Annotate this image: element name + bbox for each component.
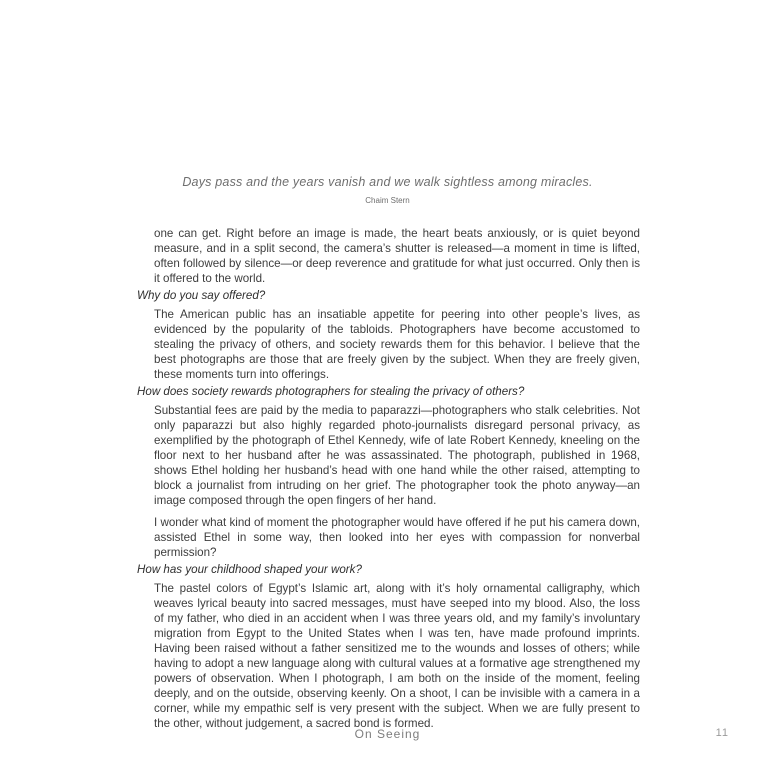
paragraph: one can get. Right before an image is made, the heart beats anxiously, or is quiet beyond measure, and in a split second, the camera’s shutter is released—a moment in time is lifted, often followed by silence—or deep reverence and gratitude for what just occurred. Only then is it offered to the world. <box>154 227 640 285</box>
epigraph-quote: Days pass and the years vanish and we walk sightless among miracles. <box>182 175 593 189</box>
paragraph: Substantial fees are paid by the media to paparazzi—photographers who stalk celebrities. Not only paparazzi but also highly regarded photo-journalists disregard personal privacy, as exemplified by the photograph of Ethel Kennedy, wife of late Robert Kennedy, kneeling on the floor next to her husband after he was assassinated. The photograph, published in 1968, shows Ethel holding her husband’s head with one hand while the other raised, attempting to block a journalist from intruding on her grief. The photographer took the photo anyway—an image composed through the open fingers of her hand. <box>154 404 640 507</box>
page-number: 11 <box>715 727 729 739</box>
paragraph: The pastel colors of Egypt’s Islamic art, along with it’s holy ornamental calligraphy, which weaves lyrical beauty into sacred messages, must have seeped into my blood. Also, the loss of my father, who died in an accident when I was three years old, and my family’s involuntary migration from Egypt to the United States when I was ten, have made profound imprints. Having been raised without a father sensitized me to the wounds and losses of others; while having to adopt a new language along with cultural values at a formative age strengthened my powers of observation. When I photograph, I am both on the inside of the moment, feeling deeply, and on the outside, observing keenly. On a shoot, I can be invisible with a camera in a corner, while my empathic self is very present with the subject. When we are fully present to the other, without judgement, a sacred bond is formed. <box>154 582 640 730</box>
running-footer-title: On Seeing <box>354 727 421 741</box>
question: How does society rewards photographers for stealing the privacy of others? <box>137 385 525 398</box>
epigraph <box>0 175 775 205</box>
epigraph-attribution: Chaim Stern <box>365 196 410 205</box>
paragraph: The American public has an insatiable appetite for peering into other people’s lives, as evidenced by the popularity of the tabloids. Photographers have become accustomed to stealing the privacy of others, and society rewards them for this behavior. I believe that the best photographs are those that are freely given by the subject. When they are freely given, these moments turn into offerings. <box>154 308 640 381</box>
question: How has your childhood shaped your work? <box>137 563 362 576</box>
question: Why do you say offered? <box>137 289 266 302</box>
paragraph: I wonder what kind of moment the photographer would have offered if he put his camera down, assisted Ethel in some way, then looked into her eyes with compassion for nonverbal permission? <box>154 516 640 559</box>
interview-text <box>137 226 640 731</box>
